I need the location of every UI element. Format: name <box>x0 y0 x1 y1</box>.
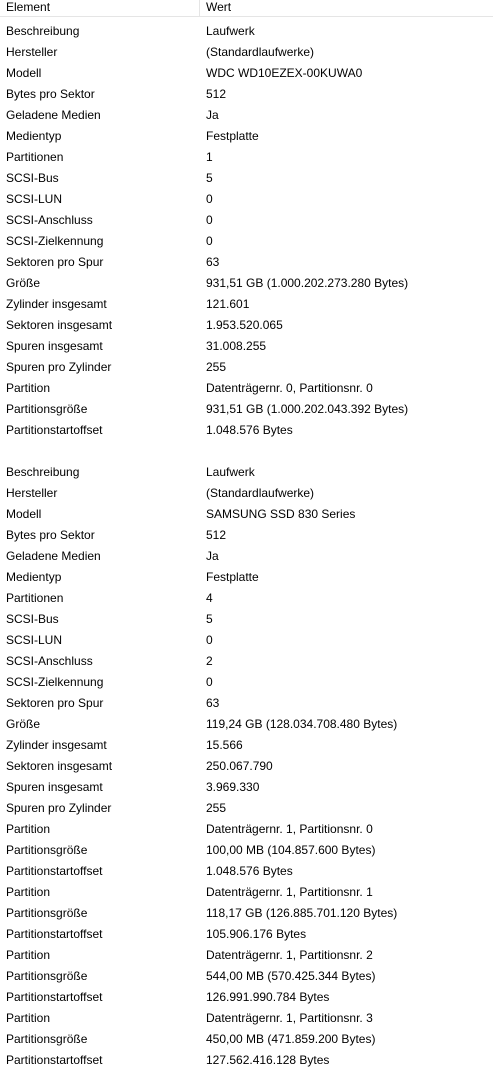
list-item-value: Datenträgernr. 1, Partitionsnr. 3 <box>206 1011 373 1025</box>
list-item-value: Datenträgernr. 1, Partitionsnr. 0 <box>206 822 373 836</box>
list-item-value: 450,00 MB (471.859.200 Bytes) <box>206 1032 376 1046</box>
list-item-value: (Standardlaufwerke) <box>206 486 315 500</box>
list-item-element: SCSI-LUN <box>6 633 63 647</box>
list-item-element: Partition <box>6 885 51 899</box>
list-item-element: Zylinder insgesamt <box>6 738 107 752</box>
list-item[interactable] <box>0 588 493 609</box>
list-item-element: Spuren pro Zylinder <box>6 360 112 374</box>
list-item-value: 5 <box>206 171 213 185</box>
list-item-value: 250.067.790 <box>206 759 273 773</box>
list-item-element: Medientyp <box>6 570 62 584</box>
list-item-value: 1.953.520.065 <box>206 318 283 332</box>
list-item-element: Größe <box>6 717 41 731</box>
list-item-value: 119,24 GB (128.034.708.480 Bytes) <box>206 717 398 731</box>
list-item[interactable] <box>0 1008 493 1029</box>
list-item[interactable] <box>0 714 493 735</box>
list-item-value: 544,00 MB (570.425.344 Bytes) <box>206 969 376 983</box>
list-item-element: SCSI-Anschluss <box>6 213 93 227</box>
list-item-element: Partitionstartoffset <box>6 927 103 941</box>
list-item-element: Modell <box>6 507 42 521</box>
list-item[interactable] <box>0 819 493 840</box>
list-item[interactable] <box>0 1029 493 1050</box>
list-item-element: Partition <box>6 948 51 962</box>
list-item[interactable] <box>0 147 493 168</box>
list-item[interactable] <box>0 252 493 273</box>
list-item-value: SAMSUNG SSD 830 Series <box>206 507 356 521</box>
list-item[interactable] <box>0 84 493 105</box>
list-item-value: Laufwerk <box>206 465 255 479</box>
list-item-element: Spuren pro Zylinder <box>6 801 112 815</box>
list-item-value: 2 <box>206 654 213 668</box>
list-item-value: 63 <box>206 696 220 710</box>
list-item[interactable] <box>0 126 493 147</box>
list-item[interactable] <box>0 966 493 987</box>
list-item[interactable] <box>0 105 493 126</box>
list-item-element: Partition <box>6 381 51 395</box>
list-item-element: Hersteller <box>6 486 58 500</box>
list-item-element: SCSI-Bus <box>6 612 59 626</box>
list-item[interactable] <box>0 462 493 483</box>
list-item-element: SCSI-Anschluss <box>6 654 93 668</box>
list-item[interactable] <box>0 525 493 546</box>
list-body <box>0 17 493 1071</box>
list-item-element: Partitionstartoffset <box>6 990 103 1004</box>
list-item-value: 1.048.576 Bytes <box>206 423 293 437</box>
list-item[interactable] <box>0 336 493 357</box>
list-item[interactable] <box>0 399 493 420</box>
list-item-element: Sektoren pro Spur <box>6 255 104 269</box>
list-item[interactable] <box>0 294 493 315</box>
list-item[interactable] <box>0 189 493 210</box>
list-item-element: Partitionstartoffset <box>6 1053 103 1067</box>
list-item-element: Partitionstartoffset <box>6 423 103 437</box>
list-item[interactable] <box>0 651 493 672</box>
list-item-element: Medientyp <box>6 129 62 143</box>
list-item[interactable] <box>0 231 493 252</box>
list-item[interactable] <box>0 63 493 84</box>
list-item-value: (Standardlaufwerke) <box>206 45 315 59</box>
list-item-value: Festplatte <box>206 570 259 584</box>
list-item-element: Partitionstartoffset <box>6 864 103 878</box>
list-item[interactable] <box>0 273 493 294</box>
list-item-element: Partitionsgröße <box>6 906 88 920</box>
list-item[interactable] <box>0 945 493 966</box>
list-item-value: 931,51 GB (1.000.202.273.280 Bytes) <box>206 276 409 290</box>
list-item[interactable] <box>0 609 493 630</box>
column-header-wert[interactable]: Wert <box>206 0 232 14</box>
list-item[interactable] <box>0 420 493 441</box>
list-item-element: Spuren insgesamt <box>6 780 103 794</box>
list-item-value: 100,00 MB (104.857.600 Bytes) <box>206 843 376 857</box>
list-header <box>0 0 493 17</box>
list-item[interactable] <box>0 546 493 567</box>
list-item-value: WDC WD10EZEX-00KUWA0 <box>206 66 363 80</box>
list-item[interactable] <box>0 735 493 756</box>
list-item-value: 31.008.255 <box>206 339 267 353</box>
list-item-value: 4 <box>206 591 213 605</box>
list-item-value: 15.566 <box>206 738 243 752</box>
list-item-value: Ja <box>206 108 219 122</box>
list-item-value: 105.906.176 Bytes <box>206 927 307 941</box>
list-item-value: Ja <box>206 549 219 563</box>
list-item-value: 0 <box>206 633 213 647</box>
list-item-element: Beschreibung <box>6 465 80 479</box>
list-item-element: SCSI-LUN <box>6 192 63 206</box>
list-item-element: Größe <box>6 276 41 290</box>
list-item-element: Partitionen <box>6 150 64 164</box>
list-item-value: 126.991.990.784 Bytes <box>206 990 330 1004</box>
list-item-value: 1.048.576 Bytes <box>206 864 293 878</box>
list-item-value: 0 <box>206 192 213 206</box>
list-item-value: 63 <box>206 255 220 269</box>
list-item-element: Bytes pro Sektor <box>6 87 95 101</box>
list-item[interactable] <box>0 357 493 378</box>
list-item-element: Beschreibung <box>6 24 80 38</box>
list-item-element: Partition <box>6 822 51 836</box>
list-item-value: 1 <box>206 150 213 164</box>
list-item[interactable] <box>0 567 493 588</box>
list-item-element: Sektoren insgesamt <box>6 759 113 773</box>
list-item-element: Partitionen <box>6 591 64 605</box>
group-separator <box>0 441 493 462</box>
list-item[interactable] <box>0 987 493 1008</box>
list-item-element: SCSI-Bus <box>6 171 59 185</box>
list-item-value: 0 <box>206 213 213 227</box>
list-item[interactable] <box>0 777 493 798</box>
list-item-element: Partitionsgröße <box>6 969 88 983</box>
list-item-element: Partitionsgröße <box>6 402 88 416</box>
list-item[interactable] <box>0 756 493 777</box>
list-item[interactable] <box>0 168 493 189</box>
list-item-element: SCSI-Zielkennung <box>6 675 104 689</box>
list-item-element: SCSI-Zielkennung <box>6 234 104 248</box>
list-item-value: 512 <box>206 87 227 101</box>
list-item-value: Festplatte <box>206 129 259 143</box>
list-item[interactable] <box>0 42 493 63</box>
list-item-element: Hersteller <box>6 45 58 59</box>
list-item[interactable] <box>0 210 493 231</box>
list-item[interactable] <box>0 903 493 924</box>
list-item[interactable] <box>0 840 493 861</box>
column-header-element[interactable]: Element <box>0 0 200 16</box>
list-item-element: Sektoren insgesamt <box>6 318 113 332</box>
list-item[interactable] <box>0 483 493 504</box>
list-item-element: Partitionsgröße <box>6 1032 88 1046</box>
list-item-value: 118,17 GB (126.885.701.120 Bytes) <box>206 906 398 920</box>
list-item[interactable] <box>0 504 493 525</box>
list-item-element: Bytes pro Sektor <box>6 528 95 542</box>
list-item-element: Partitionsgröße <box>6 843 88 857</box>
list-item-value: 255 <box>206 801 227 815</box>
list-item-element: Geladene Medien <box>6 108 101 122</box>
list-item-value: 931,51 GB (1.000.202.043.392 Bytes) <box>206 402 409 416</box>
list-item[interactable] <box>0 378 493 399</box>
list-item-value: 127.562.416.128 Bytes <box>206 1053 330 1067</box>
list-item-value: Datenträgernr. 1, Partitionsnr. 2 <box>206 948 373 962</box>
list-item-value: 3.969.330 <box>206 780 260 794</box>
list-item-element: Geladene Medien <box>6 549 101 563</box>
list-item-value: Datenträgernr. 0, Partitionsnr. 0 <box>206 381 373 395</box>
list-item[interactable] <box>0 693 493 714</box>
list-item-value: 0 <box>206 675 213 689</box>
list-item[interactable] <box>0 21 493 42</box>
list-item-value: Datenträgernr. 1, Partitionsnr. 1 <box>206 885 373 899</box>
list-item-element: Spuren insgesamt <box>6 339 103 353</box>
list-item[interactable] <box>0 861 493 882</box>
list-item[interactable] <box>0 672 493 693</box>
list-item-value: 121.601 <box>206 297 250 311</box>
list-item-value: 255 <box>206 360 227 374</box>
list-item-element: Zylinder insgesamt <box>6 297 107 311</box>
list-item[interactable] <box>0 315 493 336</box>
list-item-element: Sektoren pro Spur <box>6 696 104 710</box>
list-item[interactable] <box>0 882 493 903</box>
list-item-value: 5 <box>206 612 213 626</box>
list-item-element: Modell <box>6 66 42 80</box>
list-item[interactable] <box>0 630 493 651</box>
list-item[interactable] <box>0 798 493 819</box>
list-item-element: Partition <box>6 1011 51 1025</box>
list-item-value: 512 <box>206 528 227 542</box>
list-item[interactable] <box>0 1050 493 1071</box>
list-item-value: 0 <box>206 234 213 248</box>
list-item-value: Laufwerk <box>206 24 255 38</box>
list-item[interactable] <box>0 924 493 945</box>
